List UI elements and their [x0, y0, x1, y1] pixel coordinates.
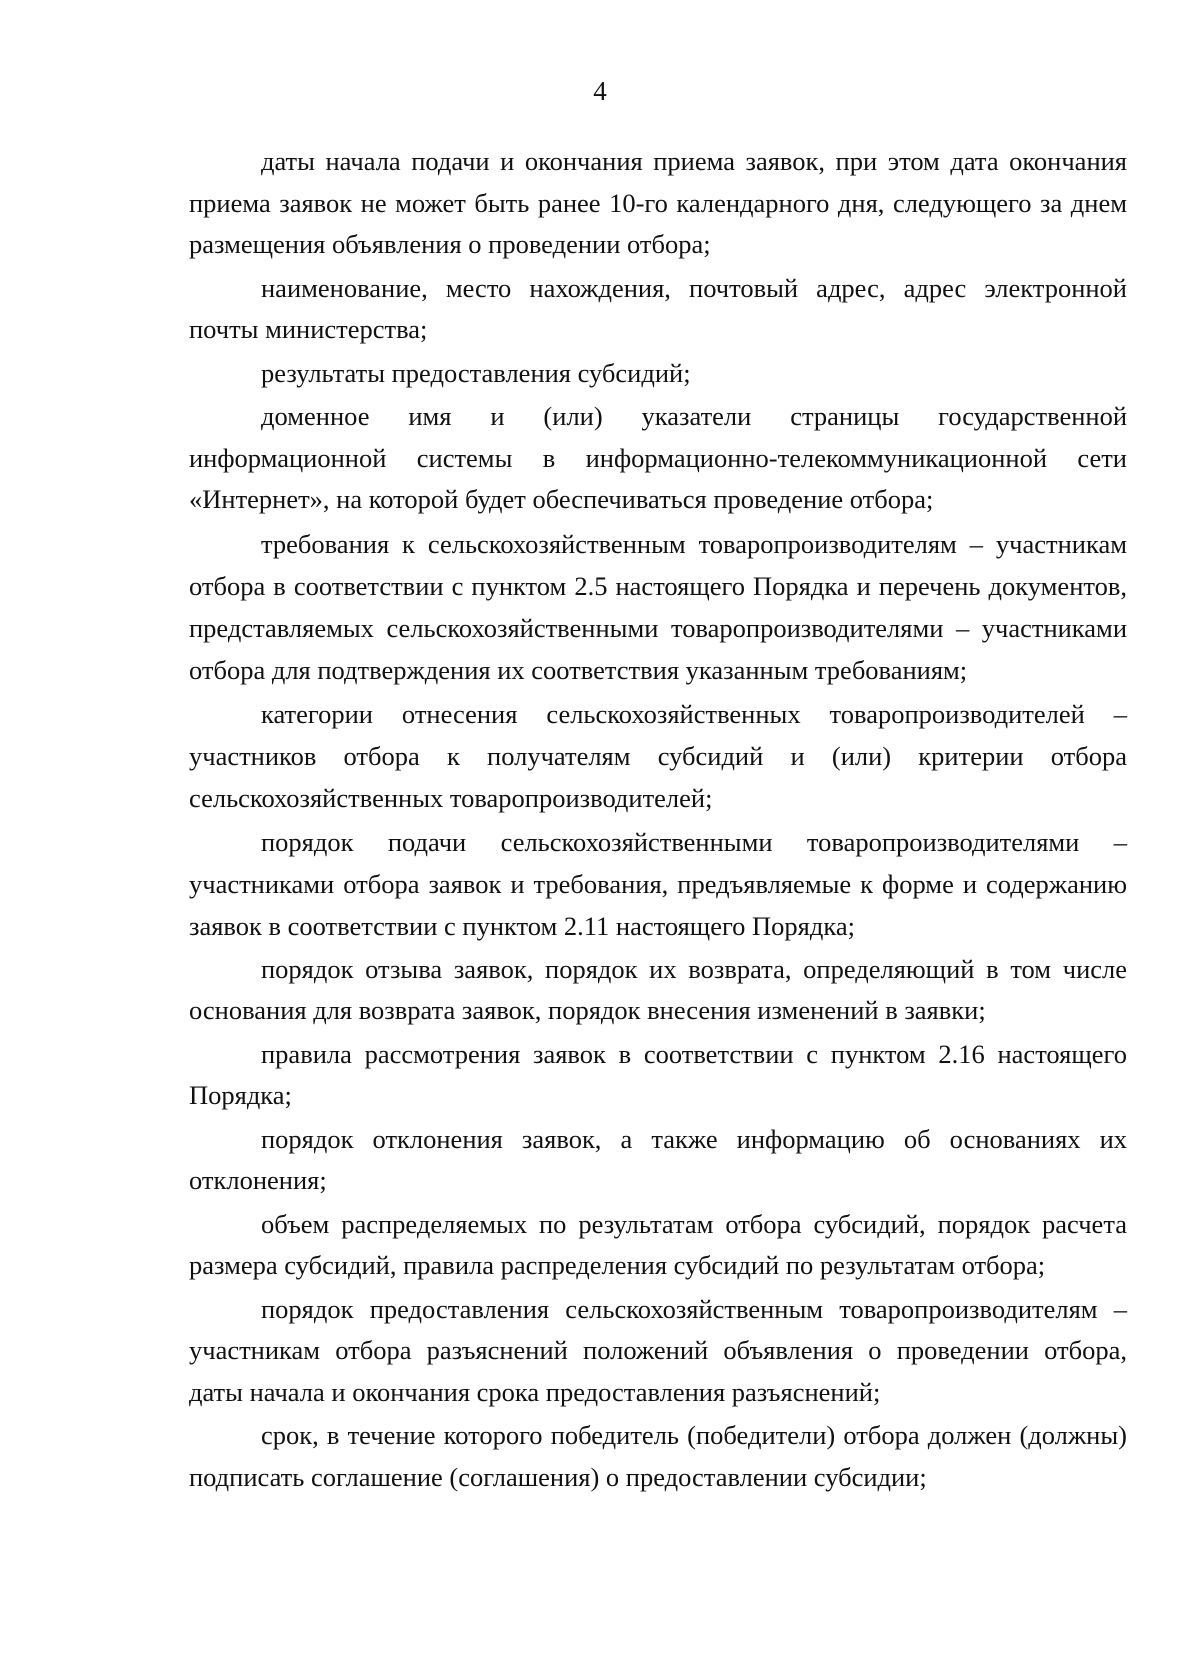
- paragraph: требования к сельскохозяйственным товаропроизводителям – участникам отбора в соответствии с пунктом 2.5 настоящего Порядка и перечень документов, представляемых сельскохозяйственными товаропроизводителями – участниками отбора для подтверждения их соответствия указанным требованиям;: [189, 528, 1127, 685]
- paragraph: результаты предоставления субсидий;: [261, 357, 691, 388]
- paragraph: даты начала подачи и окончания приема заявок, при этом дата окончания приема заявок не может быть ранее 10-го календарного дня, следующего за днем размещения объявления о проведении отбора;: [189, 146, 1127, 259]
- page-number: 4: [593, 76, 607, 106]
- paragraph: порядок подачи сельскохозяйственными товаропроизводителями – участниками отбора заявок и требования, предъявляемые к форме и содержанию заявок в соответствии с пунктом 2.11 настоящего Порядка;: [189, 826, 1127, 941]
- paragraph: правила рассмотрения заявок в соответствии с пунктом 2.16 настоящего Порядка;: [189, 1038, 1127, 1110]
- paragraph: объем распределяемых по результатам отбора субсидий, порядок расчета размера субсидий, правила распределения субсидий по результатам отбора;: [189, 1208, 1127, 1280]
- paragraph: срок, в течение которого победитель (победители) отбора должен (должны) подписать соглашение (соглашения) о предоставлении субсидии;: [189, 1420, 1127, 1492]
- document-body: [189, 141, 1127, 1500]
- paragraph: порядок отзыва заявок, порядок их возврата, определяющий в том числе основания для возврата заявок, порядок внесения изменений в заявки;: [189, 953, 1127, 1025]
- paragraph: порядок предоставления сельскохозяйственным товаропроизводителям – участникам отбора разъяснений положений объявления о проведении отбора, даты начала и окончания срока предоставления разъяснений;: [189, 1293, 1127, 1407]
- paragraph: наименование, место нахождения, почтовый адрес, адрес электронной почты министерства;: [189, 272, 1127, 344]
- paragraph: порядок отклонения заявок, а также информацию об основаниях их отклонения;: [189, 1123, 1127, 1195]
- paragraph: категории отнесения сельскохозяйственных товаропроизводителей – участников отбора к получателям субсидий и (или) критерии отбора сельскохозяйственных товаропроизводителей;: [189, 698, 1127, 813]
- paragraph: доменное имя и (или) указатели страницы государственной информационной системы в информационно-телекоммуникационной сети «Интернет», на которой будет обеспечиваться проведение отбора;: [189, 401, 1127, 514]
